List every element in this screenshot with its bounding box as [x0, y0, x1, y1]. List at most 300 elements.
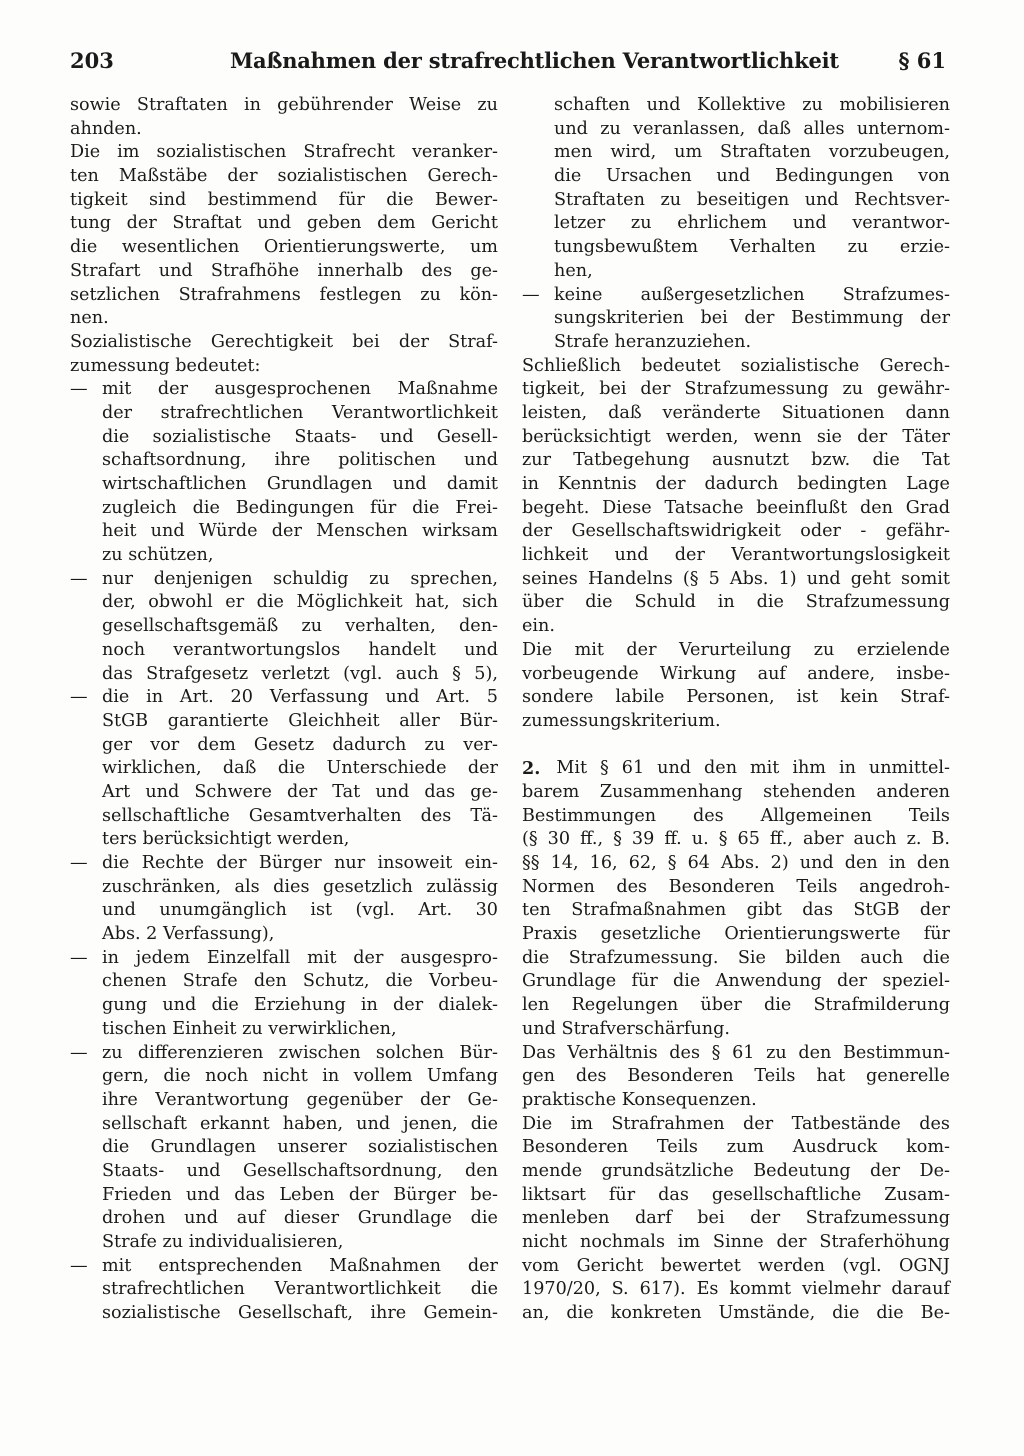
- text-line: [522, 1207, 950, 1231]
- word: zu: [301, 616, 323, 637]
- word: Art: [102, 781, 131, 802]
- text-line: [522, 970, 950, 994]
- word: mit: [102, 379, 132, 400]
- text-line: [70, 544, 498, 568]
- text-line: [70, 876, 498, 900]
- word: tung: [70, 213, 111, 234]
- word: der: [467, 758, 498, 779]
- paragraph-number: 2.: [522, 758, 541, 780]
- word: des: [669, 1042, 701, 1063]
- word: §: [452, 663, 461, 684]
- word: auch: [860, 947, 904, 968]
- word: der: [216, 853, 247, 873]
- word: sozialistischen: [156, 142, 287, 163]
- word: der: [919, 900, 950, 921]
- text-line: [522, 591, 950, 615]
- list-dash: —: [70, 687, 88, 708]
- word: gewähr-: [877, 379, 950, 400]
- word: dialek-: [438, 995, 498, 1016]
- word: der: [857, 426, 888, 447]
- word: der: [398, 331, 429, 352]
- word: gesetzlich: [322, 876, 413, 897]
- word: De-: [919, 1160, 950, 1181]
- word: zur: [522, 450, 552, 471]
- word: den: [798, 1042, 832, 1063]
- word: ff.: [664, 829, 682, 850]
- word: Abs.: [721, 853, 760, 873]
- word: den: [916, 853, 950, 873]
- word: und: [186, 1160, 221, 1181]
- word: begeht.: [522, 497, 590, 518]
- word: Rechte: [141, 853, 205, 873]
- word: zu: [802, 95, 823, 115]
- text-line: [70, 94, 498, 118]
- word: 14,: [550, 853, 579, 873]
- word: Straf-: [448, 331, 498, 352]
- word: Strafzumessung.: [568, 947, 719, 968]
- list-dash: —: [70, 947, 88, 968]
- word: im: [117, 142, 140, 163]
- text-line: [70, 236, 498, 260]
- text-line: [522, 236, 950, 260]
- word: Gerechtigkeit: [210, 331, 334, 352]
- text-line: [70, 757, 498, 781]
- word: bewertet: [660, 1255, 741, 1276]
- word: die: [386, 189, 414, 210]
- word: auf: [236, 1208, 266, 1229]
- line-text: Strafe zu individualisieren,: [102, 1232, 344, 1252]
- word: berücksichtigt: [522, 426, 651, 447]
- word: in: [522, 474, 539, 494]
- word: und: [646, 95, 681, 115]
- word: angedroh-: [858, 876, 950, 897]
- word: sie: [816, 426, 842, 447]
- word: Strafmilderung: [813, 995, 950, 1016]
- word: Die: [70, 142, 101, 163]
- word: (§: [522, 829, 538, 850]
- word: die: [673, 971, 701, 992]
- word: §: [667, 853, 677, 873]
- word: vom: [522, 1255, 560, 1276]
- word: aller: [399, 710, 440, 731]
- word: zuschränken,: [102, 876, 222, 897]
- word: zu: [477, 95, 498, 115]
- text-line: [70, 1207, 498, 1231]
- word: verantwortungslos: [173, 639, 341, 660]
- word: letzer: [554, 213, 606, 234]
- word: garantierte: [167, 710, 269, 731]
- word: gebührender: [277, 95, 393, 115]
- word: und: [806, 568, 841, 589]
- text-line: [70, 1018, 498, 1042]
- list-dash: —: [70, 379, 88, 400]
- word: für: [608, 1184, 636, 1205]
- word: ihre: [274, 450, 311, 471]
- text-line: [70, 970, 498, 994]
- word: gibt: [746, 900, 782, 921]
- word: Tatbestände: [791, 1113, 901, 1134]
- word: die: [70, 237, 98, 258]
- word: den: [253, 971, 287, 992]
- word: 16,: [589, 853, 618, 873]
- word: bedingten: [797, 474, 888, 494]
- word: schaftsordnung,: [102, 450, 247, 471]
- word: Gesellschaftswidrigkeit: [571, 521, 781, 542]
- word: Ge-: [467, 1089, 498, 1110]
- page-number: 203: [70, 48, 114, 73]
- word: leisten,: [522, 402, 588, 423]
- text-line: [70, 1231, 498, 1255]
- word: 65: [737, 829, 760, 850]
- word: über: [700, 995, 742, 1016]
- word: für: [370, 497, 397, 518]
- word: ausgesprochenen: [214, 379, 371, 400]
- word: veranlassen,: [633, 118, 746, 139]
- paragraph-gap: [522, 734, 950, 758]
- word: Straf-: [900, 687, 950, 708]
- word: handelt: [368, 639, 436, 660]
- text-line: [70, 1278, 498, 1302]
- text-line: [70, 591, 498, 615]
- word: andere,: [807, 663, 876, 684]
- word: sich: [462, 592, 498, 613]
- word: kön-: [459, 284, 498, 305]
- word: Teils: [908, 805, 950, 826]
- word: der: [522, 521, 553, 542]
- word: die: [876, 1303, 904, 1324]
- word: sozialistische: [102, 1303, 221, 1324]
- text-line: [522, 520, 950, 544]
- word: Bestimmungen: [522, 805, 657, 826]
- word: bei: [700, 308, 728, 329]
- word: Art.: [179, 687, 214, 708]
- word: heit: [102, 521, 137, 542]
- word: mende: [522, 1160, 583, 1181]
- word: die: [102, 426, 130, 447]
- line-text: praktische Konsequenzen.: [522, 1089, 757, 1110]
- word: zu: [630, 213, 652, 234]
- word: Orientierungswerte,: [263, 237, 446, 258]
- word: §: [613, 829, 622, 850]
- word: Besonderen: [668, 876, 775, 897]
- text-line: [522, 1278, 950, 1302]
- word: vor: [150, 734, 180, 755]
- word: oder: [800, 521, 841, 542]
- word: Maßnahme: [397, 379, 498, 400]
- word: Wirkung: [659, 663, 737, 684]
- word: StGB: [853, 900, 900, 921]
- word: Straftaten: [720, 142, 811, 163]
- word: festlegen: [319, 284, 402, 305]
- text-line: [522, 639, 950, 663]
- word: Teils: [796, 876, 838, 897]
- word: des: [421, 260, 453, 281]
- word: veranker-: [411, 142, 498, 163]
- word: kom-: [906, 1137, 950, 1158]
- word: unternom-: [856, 118, 950, 139]
- text-line: [522, 1255, 950, 1279]
- word: Maßstäbe: [118, 166, 208, 187]
- word: 1): [778, 568, 797, 589]
- word: Allgemeinen: [760, 805, 873, 826]
- word: dadurch: [332, 734, 407, 755]
- word: des: [575, 1066, 607, 1087]
- text-line: [522, 212, 950, 236]
- word: die: [554, 166, 582, 187]
- word: zu: [102, 1042, 123, 1063]
- text-line: [522, 923, 950, 947]
- text-line: [70, 307, 498, 331]
- word: Strafzumessung: [805, 592, 950, 613]
- word: der: [640, 379, 671, 400]
- word: unumgänglich: [159, 900, 287, 921]
- text-line: [522, 378, 950, 402]
- word: Straftaten: [554, 189, 645, 210]
- word: liktsart: [522, 1184, 586, 1205]
- word: bei: [697, 1208, 725, 1229]
- word: kein: [840, 687, 879, 708]
- word: Personen,: [686, 687, 775, 708]
- word: darauf: [891, 1279, 950, 1300]
- word: der,: [102, 592, 136, 613]
- word: verantwor-: [852, 213, 950, 234]
- text-line: [522, 473, 950, 497]
- word: Tatbegehung: [573, 450, 690, 471]
- text-line: [522, 94, 950, 118]
- word: zum: [726, 1137, 764, 1158]
- word: obwohl: [148, 592, 213, 613]
- word: Erziehung: [253, 995, 346, 1016]
- word: Orientierungswerte: [724, 924, 901, 945]
- text-line: [522, 1018, 950, 1042]
- word: Normen: [522, 876, 595, 897]
- word: die: [277, 758, 306, 779]
- text-line: [522, 852, 950, 876]
- text-line: [522, 663, 950, 687]
- word: Regelungen: [571, 995, 679, 1016]
- word: ist: [796, 687, 819, 708]
- word: und: [792, 213, 827, 234]
- word: Gerech-: [427, 166, 498, 187]
- word: somit: [900, 568, 950, 589]
- word: der: [776, 1232, 807, 1252]
- word: die: [872, 450, 900, 471]
- word: StGB: [102, 710, 149, 731]
- word: Kenntnis: [557, 474, 637, 494]
- word: entsprechenden: [158, 1255, 303, 1276]
- word: generelle: [866, 1066, 950, 1087]
- text-line: [522, 828, 950, 852]
- line-text: zumessungskriterium.: [522, 710, 721, 731]
- text-line: [70, 118, 498, 142]
- word: der: [157, 379, 188, 400]
- text-line: [70, 1065, 498, 1089]
- word: §: [711, 1042, 721, 1063]
- word: den: [704, 758, 738, 779]
- word: und: [392, 474, 427, 494]
- text-line: [70, 520, 498, 544]
- text-line: [70, 1184, 498, 1208]
- word: schaften: [554, 95, 631, 115]
- word: bzw.: [811, 450, 851, 471]
- word: Zusam-: [884, 1184, 950, 1205]
- word: damit: [446, 474, 498, 494]
- word: Vorbeu-: [428, 971, 498, 992]
- word: auch: [395, 663, 439, 684]
- word: chenen: [102, 971, 167, 992]
- word: Bewer-: [434, 189, 498, 210]
- word: und: [464, 639, 498, 660]
- word: Verantwortungslosigkeit: [731, 545, 950, 566]
- word: Frieden: [102, 1184, 172, 1205]
- word: in: [322, 1066, 340, 1087]
- word: ge-: [470, 260, 498, 281]
- word: sozialistischen: [277, 166, 408, 187]
- word: -: [860, 521, 867, 542]
- word: Menschen: [316, 521, 408, 542]
- word: strafrechtlichen: [160, 402, 304, 423]
- word: Grundlage: [357, 1208, 452, 1229]
- word: ehrlichem: [677, 213, 767, 234]
- text-line: [70, 1160, 498, 1184]
- word: ihre: [370, 1303, 407, 1324]
- word: dies: [273, 876, 310, 897]
- word: Tat: [332, 781, 361, 802]
- word: Umfang: [426, 1066, 498, 1087]
- word: ver-: [463, 734, 498, 755]
- word: Abs.: [729, 568, 769, 589]
- word: in: [102, 947, 119, 968]
- word: tungsbewußtem: [554, 237, 699, 258]
- word: len: [522, 995, 550, 1016]
- text-line: [522, 165, 950, 189]
- word: der: [353, 947, 384, 968]
- word: die: [470, 1279, 498, 1300]
- word: 30: [547, 829, 571, 850]
- line-text: zu schützen,: [102, 545, 214, 566]
- word: und: [379, 426, 414, 447]
- word: von: [918, 166, 950, 187]
- word: Strafart: [70, 260, 141, 281]
- word: ger: [102, 734, 133, 755]
- word: Teils: [754, 1066, 796, 1087]
- word: mit: [750, 758, 780, 779]
- text-line: [522, 947, 950, 971]
- word: Straftat: [172, 213, 242, 234]
- word: alles: [803, 118, 845, 139]
- word: geben: [306, 213, 362, 234]
- word: die: [922, 947, 950, 968]
- word: die: [470, 1113, 498, 1134]
- word: kommt: [729, 1279, 792, 1300]
- word: in: [146, 687, 164, 708]
- left-column: [70, 94, 498, 1326]
- word: Gesamtverhalten: [248, 805, 402, 826]
- word: darf: [635, 1208, 672, 1229]
- word: für: [338, 189, 365, 210]
- word: drohen: [102, 1208, 166, 1229]
- word: die: [102, 1137, 130, 1158]
- word: bei: [599, 379, 627, 400]
- text-line: [522, 781, 950, 805]
- word: innerhalb: [317, 260, 404, 281]
- text-line: [522, 118, 950, 142]
- word: B.: [931, 829, 950, 850]
- word: mobilisieren: [839, 95, 950, 115]
- word: ein-: [464, 853, 498, 873]
- word: Grundlage: [522, 971, 617, 992]
- word: geht: [850, 568, 891, 589]
- word: Gericht: [431, 213, 498, 234]
- word: und: [716, 166, 751, 187]
- word: bilden: [785, 947, 841, 968]
- text-line: [70, 260, 498, 284]
- word: Verantwortung: [155, 1089, 290, 1110]
- text-line: [70, 284, 498, 308]
- word: die: [102, 853, 130, 873]
- text-line: [522, 1113, 950, 1137]
- text-line: [70, 1136, 498, 1160]
- word: verletzt: [261, 663, 330, 684]
- text-line: [70, 426, 498, 450]
- word: daß: [608, 402, 642, 423]
- word: mit: [574, 639, 604, 660]
- text-line: [522, 497, 950, 521]
- text-line: [70, 615, 498, 639]
- word: unmittel-: [868, 758, 950, 779]
- word: wird,: [610, 142, 657, 163]
- word: sowie: [70, 95, 121, 115]
- word: lichkeit: [522, 545, 589, 566]
- word: beeinflußt: [756, 497, 848, 518]
- word: Besonderen: [522, 1137, 629, 1158]
- word: Möglichkeit: [296, 592, 403, 613]
- line-text: ters berücksichtigt werden,: [102, 829, 350, 850]
- word: der: [869, 1160, 901, 1181]
- text-line: [522, 1136, 950, 1160]
- word: in: [717, 592, 735, 613]
- word: er: [225, 592, 245, 613]
- word: den: [859, 497, 893, 518]
- line-text: Abs. 2 Verfassung),: [102, 924, 275, 945]
- word: in: [360, 995, 378, 1016]
- word: gesellschaftliche: [711, 1184, 862, 1205]
- text-line: [70, 923, 498, 947]
- word: Sozialistische: [70, 331, 192, 352]
- word: zu: [842, 379, 864, 400]
- text-line: [70, 1113, 498, 1137]
- word: Strafrecht: [303, 142, 395, 163]
- list-dash: —: [70, 568, 88, 589]
- word: Bedingungen: [774, 166, 894, 187]
- text-line: [70, 1302, 498, 1326]
- word: 5: [486, 687, 498, 708]
- word: 2): [770, 853, 789, 873]
- text-line: [522, 805, 950, 829]
- word: u.: [691, 829, 709, 850]
- word: die: [211, 995, 239, 1016]
- word: und: [614, 545, 649, 566]
- word: die: [192, 497, 220, 518]
- word: gung: [102, 995, 148, 1016]
- word: aber: [802, 829, 844, 850]
- text-line: [522, 307, 950, 331]
- word: Schwere: [194, 781, 272, 802]
- word: vorzubeugen,: [828, 142, 950, 163]
- word: speziel-: [882, 971, 950, 992]
- word: wesentlichen: [121, 237, 240, 258]
- word: nicht: [262, 1066, 308, 1087]
